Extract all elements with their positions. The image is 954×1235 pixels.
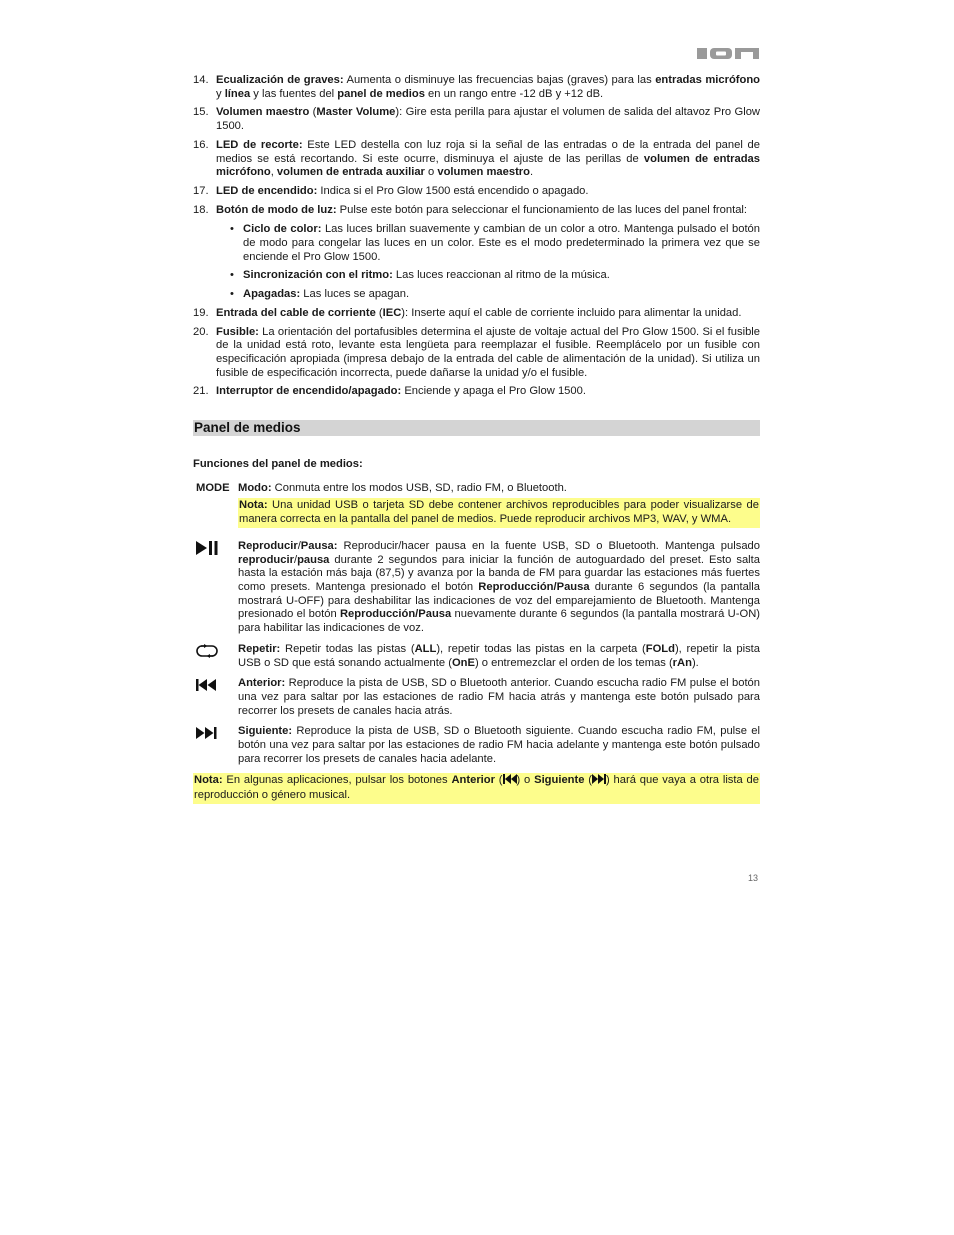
text: Enciende y apaga el Pro Glow 1500. — [401, 385, 586, 398]
previous-icon — [195, 677, 219, 693]
item-number: 21. — [193, 385, 209, 398]
bold-text: Repetir: — [238, 642, 281, 655]
bold-text: FOLd — [645, 642, 675, 655]
bold-text: Master Volume — [316, 106, 396, 119]
list-item — [193, 106, 760, 133]
subsection-heading: Funciones del panel de medios: — [193, 458, 363, 471]
bold-text: Modo: — [238, 481, 272, 494]
bullet-item — [193, 288, 760, 302]
bold-text: volumen de entrada auxiliar — [276, 166, 425, 179]
note-paren: ( — [584, 774, 593, 787]
page-number: 13 — [748, 873, 759, 883]
bold-text: Nota: — [239, 499, 268, 512]
repeat-icon — [195, 643, 219, 659]
text: Reproduce la pista de USB, SD o Bluetooth anterior. Cuando escucha radio FM pulse el botón una vez para saltar por las estaciones de radio FM hacia atrás y mantenga este botón pulsado para recorrer los presets de canales hacia atrás. — [238, 677, 760, 717]
text: y — [216, 87, 225, 100]
list-item — [193, 204, 760, 218]
list-item — [193, 139, 760, 180]
previous-icon-inline — [503, 774, 517, 789]
text: Indica si el Pro Glow 1500 está encendido o apagado. — [317, 184, 589, 197]
list-item — [193, 185, 760, 199]
text: en un rango entre -12 dB y +12 dB. — [424, 87, 604, 100]
text: y las fuentes del — [250, 87, 338, 100]
note-paren: ( — [494, 774, 503, 787]
text: Repetir todas las pistas ( — [280, 642, 415, 655]
text: Conmuta entre los modos USB, SD, radio FM, o Bluetooth. — [271, 481, 567, 494]
note-text: En algunas aplicaciones, pulsar los botones — [222, 774, 452, 787]
text: / — [293, 553, 298, 566]
function-item — [193, 540, 760, 636]
mode-note — [238, 498, 760, 527]
text: Aumenta o disminuye las frecuencias bajas (graves) para las — [343, 74, 656, 86]
bold-text: Apagadas: — [243, 288, 301, 301]
text: Reproduce la pista de USB, SD o Bluetooth siguiente. Cuando escucha radio FM, pulse el botón una vez para saltar por las estaciones de radio FM hacia adelante y mantenga este botón pulsado para recorrer los presets de canales hacia adelante. — [238, 725, 760, 765]
bullet-dot: • — [230, 269, 234, 282]
next-icon — [195, 725, 219, 741]
bold-text: Fusible: — [216, 325, 259, 338]
text: Pulse este botón para seleccionar el funcionamiento de las luces del panel frontal: — [336, 203, 748, 216]
bold-text: OnE — [451, 656, 475, 669]
bullet-dot: • — [230, 223, 234, 236]
media-functions-list — [193, 540, 760, 767]
text: ) o entremezclar el orden de los temas ( — [474, 656, 673, 669]
bold-text: Interruptor de encendido/apagado: — [216, 385, 402, 398]
text: ( — [375, 306, 383, 319]
item-number: 18. — [193, 203, 209, 216]
function-item — [193, 643, 760, 670]
note-paren: ) o — [516, 774, 535, 787]
item-number: 20. — [193, 325, 209, 338]
text: Las luces brillan suavemente y cambian de un color a otro. Mantenga pulsado el botón de modo para congelar las luces en un color. Este es el modo predeterminado la primera vez que se enciende el Pro Glow 1500. — [243, 223, 760, 263]
bullet-dot: • — [230, 288, 234, 301]
bold-text: Reproducir — [238, 539, 298, 552]
note-label: Nota: — [194, 774, 223, 787]
text: durante 6 segundos (la pantalla mostrará U-OFF) para deshabilitar las indicaciones de voz del emparejamiento de Bluetooth. Mantenga presionado el botón — [238, 580, 760, 621]
bold-text: ALL — [414, 642, 437, 655]
text: Una unidad USB o tarjeta SD debe contener archivos reproducibles para poder visualizarse de manera correcta en la pantalla del panel de medios. Puede reproducir archivos MP3, WAV, y WMA. — [239, 499, 759, 526]
bold-text: Sincronización con el ritmo: — [243, 269, 393, 282]
note-anterior: Anterior — [451, 774, 495, 787]
bold-text: Pausa: — [300, 539, 338, 552]
bold-text: LED de recorte: — [216, 138, 303, 151]
bold-text: volumen de entradas micrófono — [216, 152, 760, 179]
mode-description — [238, 482, 567, 494]
bold-text: Entrada del cable de corriente — [216, 306, 376, 319]
bold-text: Ciclo de color: — [243, 223, 322, 236]
section-heading: Panel de medios — [193, 420, 760, 436]
bold-text: reproducir — [238, 553, 294, 566]
function-item — [193, 725, 760, 766]
mode-function — [193, 482, 760, 496]
text: Las luces reaccionan al ritmo de la música. — [392, 269, 610, 282]
list-item — [193, 74, 760, 101]
bold-text: Anterior: — [238, 677, 286, 690]
text: ): Gire esta perilla para ajustar el volumen de salida del altavoz Pro Glow 1500. — [216, 106, 761, 133]
note-text: ) hará que vaya a otra lista de reproducción o género musical. — [194, 774, 759, 802]
item-number: 14. — [193, 74, 209, 86]
text: Reproducir/hacer pausa en la fuente USB, SD o Bluetooth. Mantenga pulsado — [337, 539, 760, 552]
bold-text: línea — [224, 87, 251, 100]
item-number: 16. — [193, 138, 209, 151]
text: ). — [691, 656, 699, 669]
numbered-list — [193, 74, 760, 217]
text: . — [530, 166, 534, 179]
final-note — [193, 773, 760, 803]
bold-text: Botón de modo de luz: — [216, 203, 337, 216]
text: durante 2 segundos para iniciar la función de autoguardado del preset. Esto salta hasta la estación más baja (87,5) y avanza por la banda de FM para guardar las estaciones más fuertes como presets. Mantenga presionado el botón — [238, 553, 760, 593]
numbered-list-continued — [193, 307, 760, 399]
text: ): Inserte aquí el cable de corriente incluido para alimentar la unidad. — [401, 306, 742, 319]
next-icon-inline — [592, 774, 606, 789]
bold-text: Reproducción/Pausa — [339, 608, 452, 621]
function-item — [193, 677, 760, 718]
light-mode-bullet-list — [193, 223, 760, 302]
bold-text: rAn — [672, 656, 692, 669]
list-item — [193, 326, 760, 381]
bold-text: panel de medios — [337, 87, 425, 100]
note-siguiente: Siguiente — [534, 774, 585, 787]
bold-text: Volumen maestro — [216, 106, 310, 119]
bold-text: pausa — [297, 553, 330, 566]
list-item — [193, 385, 760, 399]
bold-text: Siguiente: — [238, 725, 293, 738]
play-pause-icon — [195, 540, 219, 556]
bold-text: LED de encendido: — [216, 184, 318, 197]
text: ( — [309, 106, 317, 119]
bold-text: Ecualización de graves: — [216, 74, 344, 86]
mode-label: MODE — [196, 481, 230, 494]
text: / — [297, 539, 301, 552]
item-number: 15. — [193, 106, 209, 119]
text: nuevamente durante 6 segundos (la pantalla mostrará U-ON) para habilitar las indicaciones de voz. — [238, 608, 760, 635]
bold-text: entradas micrófono — [655, 74, 761, 86]
bold-text: IEC — [382, 306, 402, 319]
list-item — [193, 307, 760, 321]
text: Las luces se apagan. — [300, 288, 410, 301]
item-number: 19. — [193, 306, 209, 319]
bold-text: volumen maestro — [437, 166, 530, 179]
text: , — [270, 166, 277, 179]
text: Este LED destella con luz roja si la señal de las entradas o de la entrada del panel de medios se está recortando. Si este ocurre, disminuya el ajuste de las perillas de — [216, 138, 761, 165]
text: La orientación del portafusibles determina el ajuste de voltaje actual del Pro Glow 1500. Si el fusible de la unidad está roto, levante esta lengüeta para reemplazar el fusible. Reemplácelo por un fusible con especificación apropiada (impresa debajo de la entrada del cable de alimentación de la unidad). Si utiliza un fusible de especificación incorrecta, puede dañarse la unidad y/o el fusible. — [216, 325, 760, 379]
text: o — [424, 166, 438, 179]
text: ), repetir la pista USB o SD que está sonando actualmente ( — [238, 642, 760, 669]
bullet-item — [193, 223, 760, 264]
ion-logo — [697, 46, 759, 61]
bold-text: Reproducción/Pausa — [478, 580, 590, 593]
document-body — [193, 74, 760, 804]
text: ), repetir todas las pistas en la carpeta ( — [436, 642, 646, 655]
bullet-item — [193, 269, 760, 283]
item-number: 17. — [193, 184, 209, 197]
